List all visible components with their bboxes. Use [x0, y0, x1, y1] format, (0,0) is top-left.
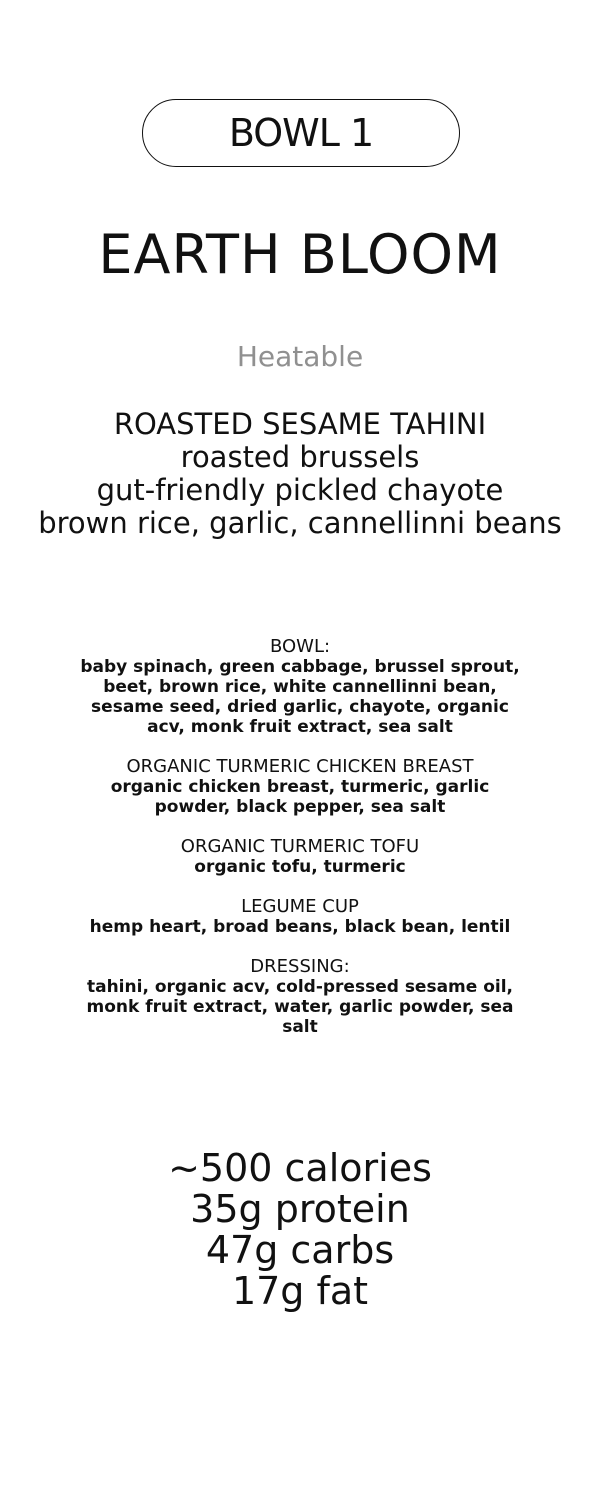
section-ingredients: tahini, organic acv, cold-pressed sesame oil, monk fruit extract, water, garlic powder, sea salt	[86, 977, 514, 1037]
bowl-number-badge	[142, 99, 460, 167]
nutrition-facts	[0, 1148, 600, 1312]
bowl-number-label: BOWL 1	[228, 111, 374, 155]
description-line: ROASTED SESAME TAHINI	[113, 407, 487, 441]
ingredient-section-chicken	[80, 756, 520, 817]
ingredient-section-tofu	[80, 836, 520, 877]
section-heading: LEGUME CUP	[241, 896, 359, 917]
section-ingredients: hemp heart, broad beans, black bean, lentil	[89, 917, 511, 937]
section-heading: ORGANIC TURMERIC TOFU	[180, 836, 420, 857]
description-line: gut-friendly pickled chayote	[96, 473, 504, 507]
ingredient-section-legume	[80, 896, 520, 937]
section-ingredients: organic chicken breast, turmeric, garlic powder, black pepper, sea salt	[110, 777, 490, 817]
ingredient-section-bowl	[80, 636, 520, 737]
dish-title: EARTH BLOOM	[98, 223, 502, 286]
fat: 17g fat	[231, 1269, 369, 1313]
ingredient-section-dressing	[80, 956, 520, 1037]
section-ingredients: organic tofu, turmeric	[194, 857, 406, 877]
calories: ~500 calories	[168, 1146, 432, 1190]
protein: 35g protein	[190, 1187, 410, 1231]
description-line: brown rice, garlic, cannellinni beans	[38, 506, 562, 540]
section-ingredients: baby spinach, green cabbage, brussel sprout, beet, brown rice, white cannellinni bean, sesame seed, dried garlic, chayote, organic acv, monk fruit extract, sea salt	[80, 657, 520, 737]
description-line: roasted brussels	[180, 440, 420, 474]
ingredient-list	[80, 636, 520, 1056]
heatable-tag: Heatable	[236, 340, 364, 373]
section-heading: ORGANIC TURMERIC CHICKEN BREAST	[126, 756, 474, 777]
section-heading: DRESSING:	[250, 956, 350, 977]
section-heading: BOWL:	[269, 636, 331, 657]
carbs: 47g carbs	[205, 1228, 395, 1272]
dish-description	[0, 408, 600, 540]
